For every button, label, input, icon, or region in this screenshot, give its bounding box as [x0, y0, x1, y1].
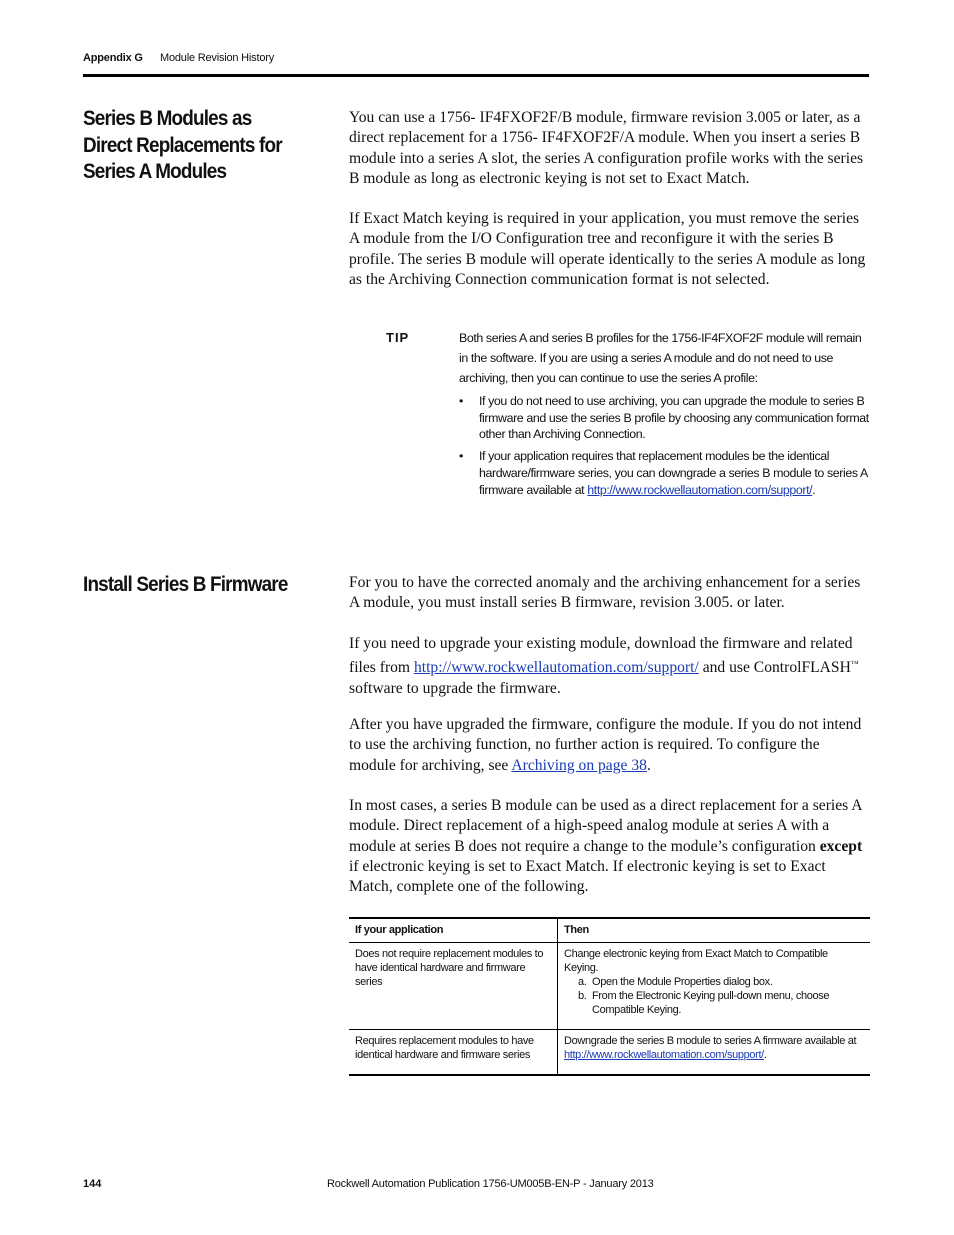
table-cell-action: Downgrade the series B module to series A firmware available at http://www.rockwellautomation.com/support/.: [558, 1030, 871, 1076]
section-heading-install-firmware: Install Series B Firmware: [83, 573, 288, 596]
table-cell-action: Change electronic keying from Exact Match to Compatible Keying. a. Open the Module Properties dialog box. b. From the Electronic Keying pull-down menu, choose Compatible Keying.: [558, 943, 871, 1030]
trademark-symbol: ™: [850, 659, 859, 669]
rockwell-support-link[interactable]: http://www.rockwellautomation.com/support/: [564, 1049, 764, 1061]
steps-list: [564, 975, 864, 1017]
bullet-icon: •: [459, 393, 463, 408]
column-header-then: Then: [558, 918, 871, 943]
header-rule: [83, 74, 869, 77]
tip-bullet-text: If your application requires that replacement modules be the identical hardware/firmware series, you can downgrade a series B module to series A firmware available at: [479, 449, 868, 498]
paragraph-configure: After you have upgraded the firmware, configure the module. If you do not intend to use the archiving function, no further action is required. To configure the module for archiving, see Archiving on page 38.: [349, 716, 862, 774]
column-header-application: If your application: [349, 918, 558, 943]
archiving-page-link[interactable]: Archiving on page 38: [511, 756, 647, 774]
paragraph-exact-match: If Exact Match keying is required in your application, you must remove the series A module from the I/O Configuration tree and reconfigure it with the series B profile. The series B module will operate identically to the series A module as long as the Archiving Connection communication format is not selected.: [349, 210, 866, 288]
paragraph-install-firmware: For you to have the corrected anomaly and the archiving enhancement for a series A module, you must install series B firmware, revision 3.005. or later.: [349, 574, 861, 612]
bullet-icon: •: [459, 449, 463, 464]
table-row: [349, 1030, 870, 1076]
appendix-label: Appendix G: [83, 52, 143, 64]
table-row: [349, 943, 870, 1030]
tip-box: [459, 328, 871, 504]
rockwell-support-link[interactable]: http://www.rockwellautomation.com/support/: [413, 659, 699, 677]
running-header: [83, 52, 274, 64]
step-item: b. From the Electronic Keying pull-down menu, choose Compatible Keying.: [578, 990, 830, 1016]
publication-info: Rockwell Automation Publication 1756-UM005B-EN-P - January 2013: [327, 1178, 654, 1190]
step-item: a. Open the Module Properties dialog box.: [578, 976, 773, 988]
table-header-row: [349, 918, 870, 943]
paragraph-upgrade: If you need to upgrade your existing module, download the firmware and related files from http://www.rockwellautomation.com/support/ and use ControlFLASH™ software to upgrade the firmware.: [349, 635, 859, 697]
table-cell-condition: Does not require replacement modules to have identical hardware and firmware series: [349, 943, 558, 1030]
tip-bullet-text: If you do not need to use archiving, you can upgrade the module to series B firmware and use the series B profile by choosing any communication format other than Archiving Connection.: [479, 393, 869, 442]
tip-label: TIP: [386, 330, 410, 345]
table-cell-condition: Requires replacement modules to have identical hardware and firmware series: [349, 1030, 558, 1076]
header-section-title: Module Revision History: [160, 52, 274, 64]
tip-bullet-downgrade: • If your application requires that replacement modules be the identical hardware/firmware series, you can downgrade a series B module to series A firmware available at http://www.rockwellautomation.com/support/.: [459, 449, 868, 498]
rockwell-support-link[interactable]: http://www.rockwellautomation.com/support/: [587, 483, 813, 498]
tip-intro: Both series A and series B profiles for the 1756-IF4FXOF2F module will remain in the software. If you are using a series A module and do not need to use archiving, then you can continue to use the series A profile:: [459, 331, 862, 386]
keying-table: [349, 917, 870, 1076]
tip-bullet-list: [459, 393, 871, 499]
tip-bullet-upgrade: [459, 393, 871, 444]
paragraph-direct-replacement-cases: In most cases, a series B module can be used as a direct replacement for a series A module. Direct replacement of a high-speed analog module at series A with a module at series B does not require a change to the module’s configuration except if electronic keying is set to Exact Match. If electronic keying is set to Exact Match, complete one of the following.: [349, 797, 863, 896]
page-number: 144: [83, 1178, 102, 1190]
section-heading-series-b-replacements: Series B Modules as Direct Replacements for Series A Modules: [83, 107, 282, 183]
except-bold: except: [819, 837, 863, 855]
paragraph-direct-replacement: You can use a 1756- IF4FXOF2F/B module, firmware revision 3.005 or later, as a direct replacement for a 1756- IF4FXOF2F/A module. When you insert a series B module into a series A slot, the series A configuration profile works with the series B module as long as electronic keying is not set to Exact Match.: [349, 109, 864, 187]
